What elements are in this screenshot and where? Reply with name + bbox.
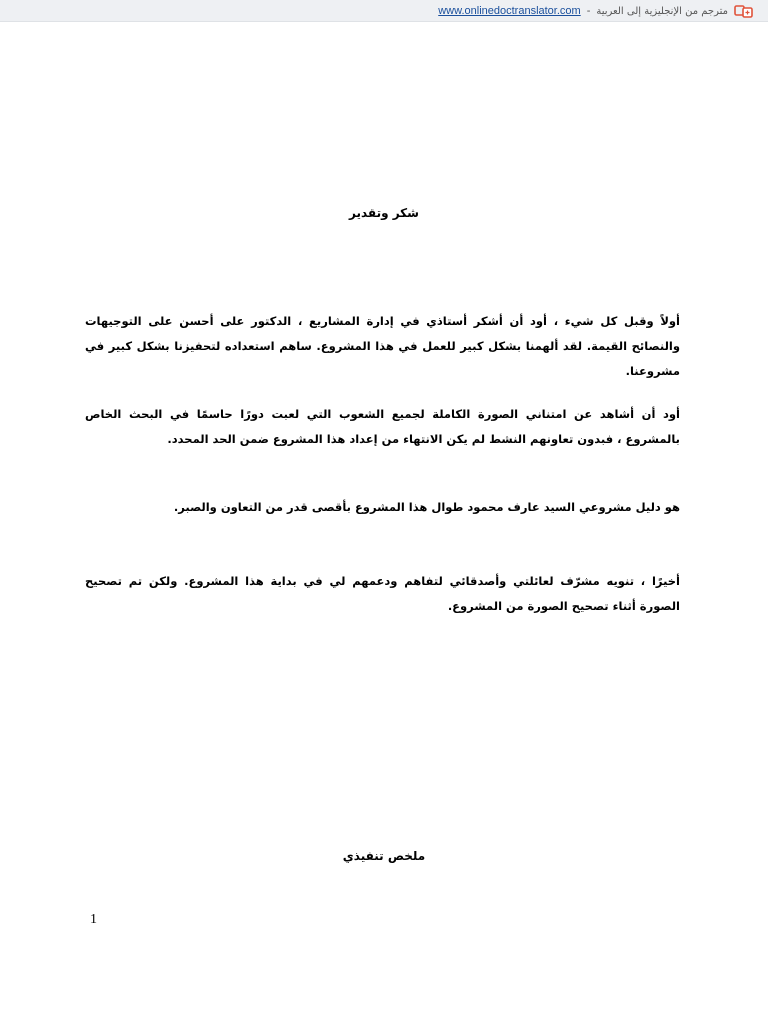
- translator-banner: [438, 3, 754, 19]
- paragraph-acknowledgement-3: هو دليل مشروعي السيد عارف محمود طوال هذا المشروع بأقصى قدر من التعاون والصبر.: [173, 500, 680, 514]
- page-title: شكر وتقدير: [349, 206, 419, 220]
- translator-banner-bar: [0, 0, 768, 22]
- translator-website-link[interactable]: www.onlinedoctranslator.com: [438, 5, 581, 17]
- paragraph-acknowledgement-4: أخيرًا ، تنويه مشرّف لعائلتي وأصدقائي لتفاهم ودعمهم لي في بداية هذا المشروع. ولكن تم تصحيح الصورة أثناء تصحيح الصورة من المشروع.: [85, 574, 680, 613]
- paragraph-acknowledgement-2: أود أن أشاهد عن امتناني الصورة الكاملة لجميع الشعوب التي لعبت دورًا حاسمًا في البحث الخاص بالمشروع ، فبدون تعاونهم النشط لم يكن الانتهاء من إعداد هذا المشروع ضمن الحد المحدد.: [85, 407, 680, 446]
- section-heading-executive-summary: ملخص تنفيذي: [342, 849, 426, 863]
- banner-translation-note: مترجم من الإنجليزية إلى العربية: [596, 5, 728, 17]
- page-number: 1: [90, 912, 97, 927]
- translator-logo-icon: [734, 4, 754, 18]
- banner-separator: -: [586, 5, 591, 17]
- paragraph-acknowledgement-1: أولاً وقبل كل شيء ، أود أن أشكر أستاذي في إدارة المشاريع ، الدكتور على أحسن على التوجيهات والنصائح القيمة. لقد ألهمنا بشكل كبير للعمل في هذا المشروع. ساهم استعداده لتحفيزنا بشكل كبير في مشروعنا.: [85, 314, 680, 378]
